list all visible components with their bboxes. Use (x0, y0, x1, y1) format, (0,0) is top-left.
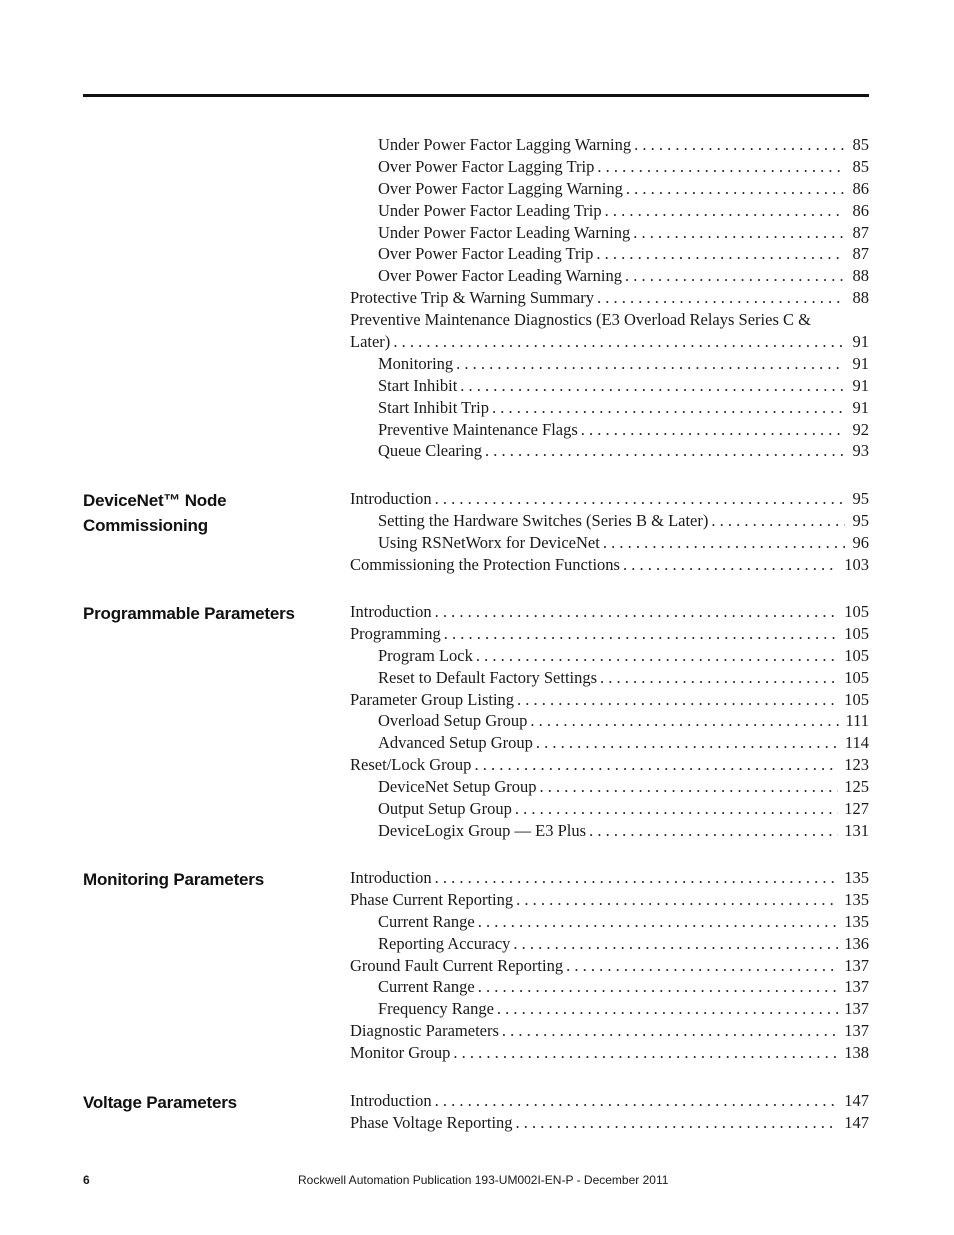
toc-entry-list (350, 488, 869, 576)
dot-leader (581, 419, 845, 441)
toc-entry[interactable] (350, 798, 869, 820)
dot-leader (444, 623, 839, 645)
dot-leader (476, 645, 838, 667)
toc-entry-title: Protective Trip & Warning Summary (350, 288, 595, 308)
dot-leader (623, 554, 838, 576)
toc-entry-title: Current Range (378, 911, 475, 931)
dot-leader (566, 955, 838, 977)
toc-entry-title: Parameter Group Listing (350, 689, 515, 709)
dot-leader (478, 911, 839, 933)
toc-entry[interactable] (350, 331, 869, 353)
toc-entry[interactable] (350, 1112, 869, 1134)
toc-entry-page: 137 (844, 999, 869, 1019)
dot-leader (460, 375, 845, 397)
dot-leader (596, 243, 845, 265)
toc-entry-title: DeviceLogix Group — E3 Plus (378, 820, 587, 840)
toc-entry-title: Output Setup Group (378, 799, 512, 819)
section-title: Voltage Parameters (83, 1093, 237, 1112)
toc-entry[interactable] (350, 419, 869, 441)
toc-entry-page: 135 (844, 868, 869, 887)
toc-entry-page: 96 (852, 532, 869, 552)
dot-leader (516, 889, 838, 911)
toc-entry-page: 95 (852, 489, 869, 508)
footer-page-number: 6 (83, 1173, 90, 1187)
dot-leader (603, 532, 845, 554)
toc-entry-page: 91 (852, 332, 869, 352)
section-title: Programmable Parameters (83, 604, 295, 623)
toc-entry-title: Phase Voltage Reporting (350, 1112, 513, 1132)
toc-entry[interactable] (350, 1020, 869, 1042)
section-title: DeviceNet™ Node Commissioning (83, 491, 227, 535)
dot-leader (517, 689, 838, 711)
dot-leader (597, 156, 845, 178)
toc-entry-page: 93 (852, 441, 869, 461)
toc-entry-title: Overload Setup Group (378, 711, 528, 731)
dot-leader (536, 732, 839, 754)
toc-entry[interactable] (350, 1042, 869, 1064)
toc-entry[interactable] (350, 601, 869, 623)
toc-entry[interactable] (350, 375, 869, 397)
toc-entry-page: 91 (852, 353, 869, 373)
toc-entry[interactable] (350, 820, 869, 842)
toc-entry-title: Introduction (350, 1091, 432, 1110)
toc-entry[interactable] (350, 243, 869, 265)
dot-leader (393, 331, 845, 353)
toc-entry-page: 136 (844, 933, 869, 953)
toc-entry-title: Under Power Factor Lagging Warning (378, 135, 632, 154)
toc-entry-title: Over Power Factor Lagging Trip (378, 156, 595, 176)
dot-leader (597, 287, 845, 309)
dot-leader (513, 933, 838, 955)
toc-entry[interactable] (350, 867, 869, 889)
dot-leader (497, 998, 838, 1020)
toc-entry-title: Frequency Range (378, 999, 494, 1019)
toc-entry[interactable] (350, 933, 869, 955)
toc-entry-page: 114 (844, 733, 869, 753)
dot-leader (435, 488, 845, 510)
dot-leader (589, 820, 838, 842)
toc-entry-page: 105 (844, 645, 869, 665)
dot-leader (711, 510, 845, 532)
toc-entry[interactable] (350, 911, 869, 933)
toc-entry-title: Ground Fault Current Reporting (350, 955, 564, 975)
dot-leader (530, 710, 839, 732)
toc-entry-page: 105 (844, 667, 869, 687)
toc-entry[interactable] (350, 732, 869, 754)
toc-entry-title: Monitoring (378, 353, 454, 373)
dot-leader (625, 265, 845, 287)
toc-entry-page: 138 (844, 1043, 869, 1063)
toc-entry[interactable] (350, 222, 869, 244)
toc-entry-page: 135 (844, 911, 869, 931)
toc-entry-title: Advanced Setup Group (378, 733, 533, 753)
toc-entry-title: Monitor Group (350, 1043, 451, 1063)
toc-entry-page: 91 (852, 397, 869, 417)
dot-leader (540, 776, 839, 798)
toc-entry-title: Phase Current Reporting (350, 889, 514, 909)
toc-entry[interactable] (350, 488, 869, 510)
dot-leader (435, 867, 839, 889)
dot-leader (492, 397, 845, 419)
dot-leader (474, 754, 838, 776)
toc-entry-title: Programming (350, 623, 441, 643)
header-rule (83, 94, 869, 97)
toc-entry-page: 135 (844, 889, 869, 909)
toc-entry-title: Diagnostic Parameters (350, 1021, 499, 1041)
toc-entry-title: DeviceNet Setup Group (378, 777, 537, 797)
toc-entry-title: Commissioning the Protection Functions (350, 554, 620, 574)
toc-entry-title: Over Power Factor Lagging Warning (378, 178, 623, 198)
dot-leader (516, 1112, 839, 1134)
toc-entry-page: 137 (844, 1021, 869, 1041)
toc-entry-title: Using RSNetWorx for DeviceNet (378, 532, 600, 552)
toc-entry[interactable] (350, 645, 869, 667)
toc-entry[interactable] (350, 754, 869, 776)
dot-leader (502, 1020, 838, 1042)
dot-leader (626, 178, 845, 200)
toc-entry-page: 92 (852, 419, 869, 439)
toc-entry[interactable] (350, 200, 869, 222)
dot-leader (633, 222, 845, 244)
toc-entry[interactable] (350, 998, 869, 1020)
toc-entry[interactable] (350, 178, 869, 200)
toc-entry-page: 91 (852, 375, 869, 395)
toc-entry-page: 86 (852, 178, 869, 198)
toc-entry[interactable] (350, 156, 869, 178)
toc-entry[interactable] (350, 689, 869, 711)
toc-entry[interactable] (350, 889, 869, 911)
toc-entry-page: 137 (844, 977, 869, 997)
toc-entry-page: 147 (844, 1112, 869, 1132)
toc-entry[interactable] (350, 265, 869, 287)
toc-entry-title: Start Inhibit Trip (378, 397, 489, 417)
dot-leader (634, 134, 845, 156)
toc-entry[interactable] (350, 623, 869, 645)
toc-entry-page: 95 (852, 510, 869, 530)
toc-entry-page: 87 (852, 244, 869, 264)
toc-entry[interactable] (350, 976, 869, 998)
dot-leader (485, 440, 845, 462)
toc-entry-title: Preventive Maintenance Diagnostics (E3 Overload Relays Series C & (350, 310, 811, 330)
toc-entry-title: Start Inhibit (378, 375, 458, 395)
toc-entry-title: Queue Clearing (378, 441, 483, 461)
toc-entry[interactable] (350, 667, 869, 689)
toc-entry[interactable] (350, 532, 869, 554)
toc-entry-page: 105 (844, 602, 869, 621)
toc-entry-page: 105 (844, 689, 869, 709)
toc-entry-title: Preventive Maintenance Flags (378, 419, 578, 439)
toc-entry[interactable] (350, 309, 869, 331)
toc-entry-title: Reset to Default Factory Settings (378, 667, 598, 687)
toc-entry-title: Under Power Factor Leading Warning (378, 222, 631, 242)
dot-leader (453, 1042, 838, 1064)
toc-entry-page: 88 (852, 288, 869, 308)
toc-entry[interactable] (350, 397, 869, 419)
toc-entry-list (350, 867, 869, 1064)
toc-entry[interactable] (350, 1090, 869, 1112)
toc-entry-page: 147 (844, 1091, 869, 1110)
section-title: Monitoring Parameters (83, 870, 264, 889)
toc-entry-page: 131 (844, 820, 869, 840)
toc-entry-title: Introduction (350, 602, 432, 621)
toc-entry-page: 85 (852, 156, 869, 176)
toc-entry-list (350, 1090, 869, 1134)
dot-leader (478, 976, 839, 998)
toc-entry-title: Over Power Factor Leading Warning (378, 266, 622, 286)
toc-entry-page: 125 (844, 777, 869, 797)
dot-leader (456, 353, 845, 375)
toc-entry-title: Current Range (378, 977, 475, 997)
toc-entry-page: 105 (844, 623, 869, 643)
toc-entry-title: Introduction (350, 489, 432, 508)
dot-leader (515, 798, 838, 820)
toc-entry-list (350, 601, 869, 842)
toc-entry-page: 123 (844, 755, 869, 775)
toc-entry-page: 88 (852, 266, 869, 286)
toc-entry[interactable] (350, 955, 869, 977)
toc-entry-title: Later) (350, 332, 391, 352)
toc-entry-page: 87 (852, 222, 869, 242)
toc-entry-page: 127 (844, 799, 869, 819)
toc-entry[interactable] (350, 776, 869, 798)
toc-entry-title: Program Lock (378, 645, 473, 665)
dot-leader (605, 200, 845, 222)
toc-entry[interactable] (350, 287, 869, 309)
dot-leader (600, 667, 838, 689)
toc-entry[interactable] (350, 440, 869, 462)
toc-entry[interactable] (350, 510, 869, 532)
toc-entry[interactable] (350, 353, 869, 375)
dot-leader (435, 601, 839, 623)
toc-entry-title: Introduction (350, 868, 432, 887)
toc-entry[interactable] (350, 134, 869, 156)
toc-entry-title: Reporting Accuracy (378, 933, 511, 953)
toc-entry-page: 137 (844, 955, 869, 975)
toc-entry-list (350, 134, 869, 462)
toc-entry-page: 85 (852, 135, 869, 154)
toc-entry-title: Over Power Factor Leading Trip (378, 244, 594, 264)
toc-entry[interactable] (350, 554, 869, 576)
toc-entry-title: Setting the Hardware Switches (Series B & Later) (378, 510, 709, 530)
toc-entry[interactable] (350, 710, 869, 732)
dot-leader (435, 1090, 839, 1112)
toc-entry-title: Reset/Lock Group (350, 755, 472, 775)
footer-publication: Rockwell Automation Publication 193-UM002I-EN-P - December 2011 (298, 1173, 669, 1187)
toc-entry-page: 111 (845, 711, 869, 731)
toc-entry-title: Under Power Factor Leading Trip (378, 200, 602, 220)
toc-entry-page: 103 (844, 554, 869, 574)
toc-entry-page: 86 (852, 200, 869, 220)
